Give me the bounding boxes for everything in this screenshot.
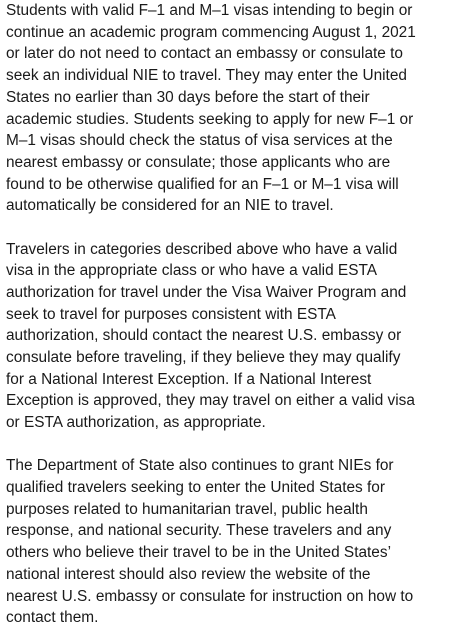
text-line: seek to travel for purposes consistent with ESTA — [6, 305, 336, 323]
text-line: M–1 visas should check the status of visa services at the — [6, 132, 393, 150]
text-line: contact them. — [6, 609, 99, 627]
text-line: Students with valid F–1 and M–1 visas intending to begin or — [6, 2, 413, 19]
text-line: authorization for travel under the Visa Waiver Program and — [6, 283, 407, 301]
text-line: qualified travelers seeking to enter the United States for — [6, 479, 385, 497]
text-line: Travelers in categories described above who have a valid — [6, 240, 398, 258]
paragraph-students-visas — [6, 0, 462, 217]
text-line: consulate before traveling, if they believe they may qualify — [6, 349, 401, 367]
text-line: or later do not need to contact an embassy or consulate to — [6, 45, 403, 63]
text-line: response, and national security. These travelers and any — [6, 522, 392, 540]
text-line: automatically be considered for an NIE to travel. — [6, 197, 334, 215]
text-line: continue an academic program commencing August 1, 2021 — [6, 23, 416, 41]
paragraph-travelers-esta — [6, 239, 462, 434]
text-line: seek an individual NIE to travel. They may enter the United — [6, 67, 407, 85]
text-line: Exception is approved, they may travel on either a valid visa — [6, 392, 415, 410]
text-line: authorization, should contact the nearest U.S. embassy or — [6, 327, 402, 345]
text-line: purposes related to humanitarian travel, public health — [6, 500, 368, 518]
text-line: found to be otherwise qualified for an F–1 or M–1 visa will — [6, 175, 399, 193]
text-line: others who believe their travel to be in the United States’ — [6, 544, 391, 562]
text-line: or ESTA authorization, as appropriate. — [6, 414, 266, 432]
text-line: visa in the appropriate class or who have a valid ESTA — [6, 262, 377, 280]
paragraph-department-of-state — [6, 455, 462, 629]
text-line: for a National Interest Exception. If a National Interest — [6, 370, 372, 388]
text-line: academic studies. Students seeking to apply for new F–1 or — [6, 110, 414, 128]
text-line: The Department of State also continues to grant NIEs for — [6, 457, 394, 475]
text-line: national interest should also review the website of the — [6, 565, 371, 583]
text-line: States no earlier than 30 days before the start of their — [6, 88, 370, 106]
text-line: nearest U.S. embassy or consulate for instruction on how to — [6, 587, 414, 605]
text-line: nearest embassy or consulate; those applicants who are — [6, 153, 391, 171]
